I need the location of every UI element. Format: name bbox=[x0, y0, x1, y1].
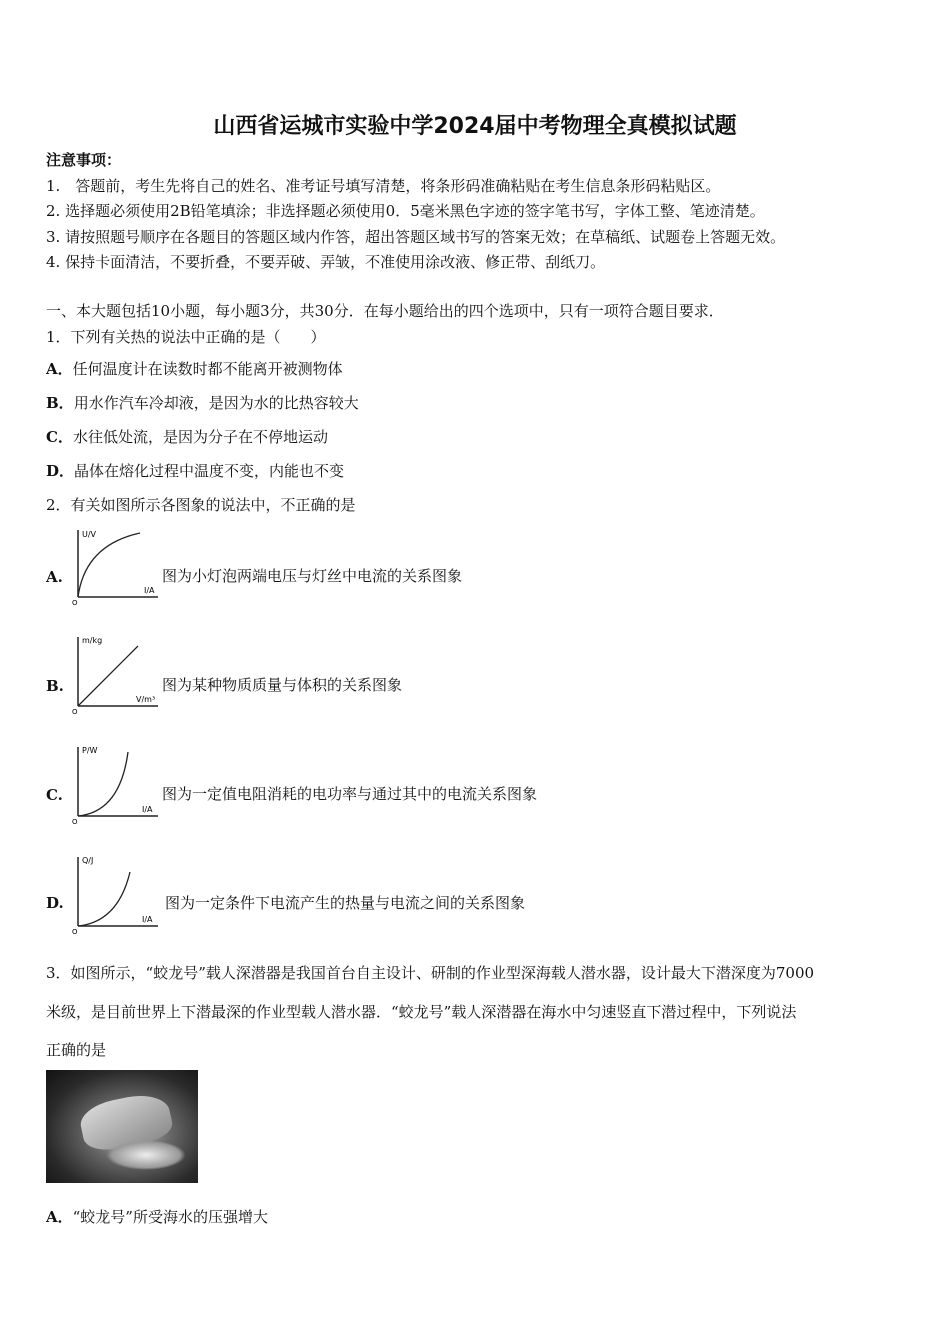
q1-option-d bbox=[46, 461, 344, 481]
option-text: 水往低处流，是因为分子在不停地运动 bbox=[72, 428, 328, 446]
option-text: 任何温度计在读数时都不能离开被测物体 bbox=[72, 360, 343, 378]
option-label: A． bbox=[46, 360, 73, 378]
y-axis-label: Q/J bbox=[82, 856, 94, 865]
origin-label: O bbox=[72, 928, 78, 934]
page-title: 山西省运城市实验中学2024届中考物理全真模拟试题 bbox=[213, 114, 737, 139]
option-text: 用水作汽车冷却液，是因为水的比热容较大 bbox=[73, 394, 359, 412]
q2-option-c-text: 图为一定值电阻消耗的电功率与通过其中的电流关系图象 bbox=[162, 785, 538, 803]
note-item: 3. 请按照题号顺序在各题目的答题区域内作答，超出答题区域书写的答案无效；在草稿纸、试题卷上答题无效。 bbox=[46, 228, 786, 246]
q2-option-b-text: 图为某种物质质量与体积的关系图象 bbox=[162, 676, 403, 694]
graph-d-heat-current bbox=[70, 852, 165, 934]
note-item: 4. 保持卡面清洁，不要折叠，不要弄破、弄皱，不准使用涂改液、修正带、刮纸刀。 bbox=[46, 253, 606, 271]
option-label: C． bbox=[46, 428, 73, 446]
question-3-line: 正确的是 bbox=[46, 1041, 107, 1059]
x-axis-label: V/m³ bbox=[136, 695, 156, 704]
option-label: A． bbox=[46, 1208, 73, 1226]
q2-option-a-label: A. bbox=[46, 568, 63, 586]
question-3-line: 米级，是目前世界上下潜最深的作业型载人潜水器．“蛟龙号”载人深潜器在海水中匀速竖直下潜过程中，下列说法 bbox=[46, 1003, 797, 1021]
y-axis-label: U/V bbox=[82, 530, 97, 539]
q1-option-c bbox=[46, 427, 328, 447]
q3-option-a bbox=[46, 1207, 268, 1227]
origin-label: O bbox=[72, 599, 78, 605]
q2-option-a-text: 图为小灯泡两端电压与灯丝中电流的关系图象 bbox=[162, 567, 463, 585]
graph-c-power-current bbox=[70, 742, 165, 824]
jiaolong-submersible-photo bbox=[46, 1070, 198, 1183]
q1-option-a bbox=[46, 359, 343, 379]
origin-label: O bbox=[72, 818, 78, 824]
graph-b-mass-volume bbox=[70, 632, 165, 714]
q2-option-d-label: D. bbox=[46, 894, 64, 912]
x-axis-label: I/A bbox=[144, 586, 155, 595]
x-axis-label: I/A bbox=[142, 915, 153, 924]
q2-option-c-label: C. bbox=[46, 786, 63, 804]
q1-option-b bbox=[46, 393, 359, 413]
note-item: 2. 选择题必须使用2B铅笔填涂；非选择题必须使用0．5毫米黑色字迹的签字笔书写，字体工整、笔迹清楚。 bbox=[46, 202, 765, 220]
graph-a-voltage-current bbox=[70, 525, 165, 605]
x-axis-label: I/A bbox=[142, 805, 153, 814]
option-text: 晶体在熔化过程中温度不变，内能也不变 bbox=[74, 462, 345, 480]
note-item: 1. 答题前，考生先将自己的姓名、准考证号填写清楚，将条形码准确粘贴在考生信息条形码粘贴区。 bbox=[46, 177, 721, 195]
y-axis-label: P/W bbox=[82, 746, 98, 755]
origin-label: O bbox=[72, 708, 78, 714]
option-label: D． bbox=[46, 462, 75, 480]
option-label: B． bbox=[46, 394, 74, 412]
question-2-stem: 2．有关如图所示各图象的说法中，不正确的是 bbox=[46, 496, 356, 514]
y-axis-label: m/kg bbox=[82, 636, 103, 645]
q2-option-d-text: 图为一定条件下电流产生的热量与电流之间的关系图象 bbox=[165, 894, 526, 912]
question-3-line: 3．如图所示，“蛟龙号”载人深潜器是我国首台自主设计、研制的作业型深海载人潜水器，设计最大下潜深度为7000 bbox=[46, 964, 815, 982]
notes-heading: 注意事项： bbox=[46, 151, 122, 169]
option-text: “蛟龙号”所受海水的压强增大 bbox=[72, 1208, 268, 1226]
question-1-stem: 1．下列有关热的说法中正确的是（ ） bbox=[46, 328, 326, 346]
section-heading: 一、本大题包括10小题，每小题3分，共30分．在每小题给出的四个选项中，只有一项符合题目要求． bbox=[46, 302, 724, 320]
q2-option-b-label: B. bbox=[46, 677, 64, 695]
